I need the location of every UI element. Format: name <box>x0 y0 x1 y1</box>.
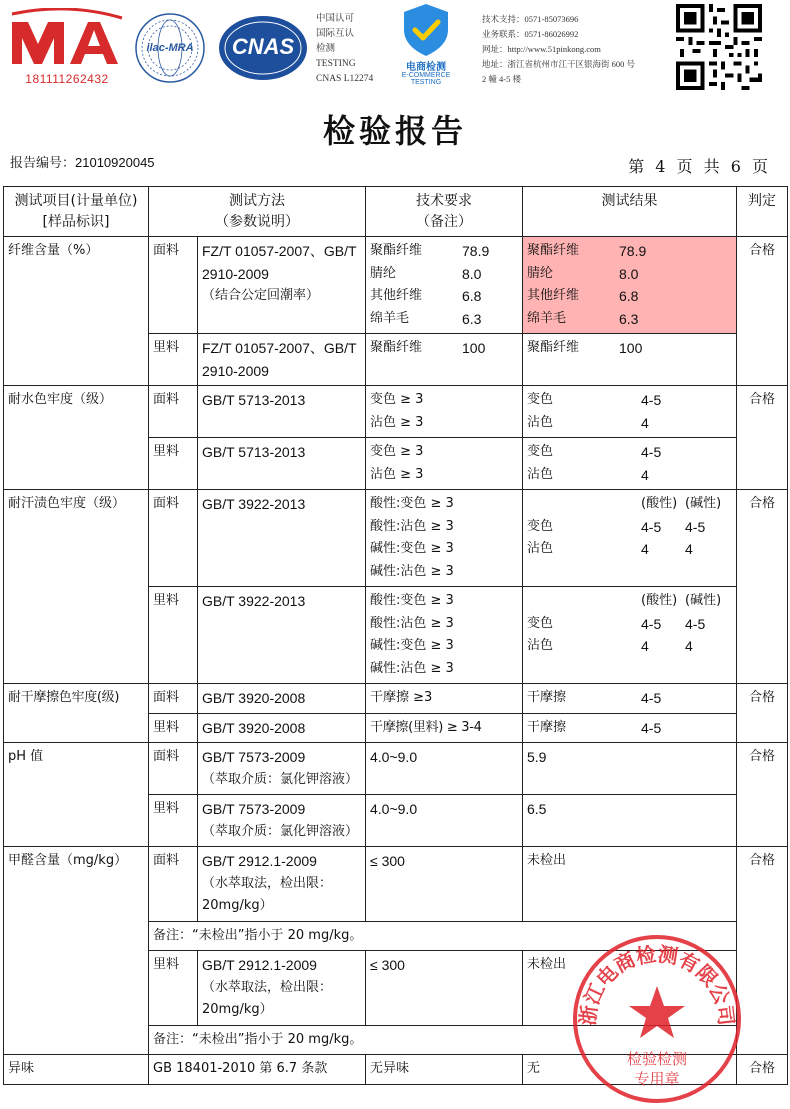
requirement-line <box>370 285 518 308</box>
ilac-mra-logo <box>134 12 206 84</box>
fiber-value: 6.8 <box>462 288 482 304</box>
note-cell: 备注：“未检出”指小于 20 mg/kg。 <box>149 921 737 951</box>
result-value-alkali: 4 <box>685 638 693 654</box>
accreditation-line: 中国认可 <box>316 14 355 24</box>
fiber-name: 绵羊毛 <box>527 310 567 326</box>
result-value: 4 <box>641 414 649 431</box>
requirement-cell: 无异味 <box>366 1055 523 1085</box>
ecommerce-testing-logo <box>388 0 464 84</box>
requirement-line: 沾色 ≥ 3 <box>370 414 424 430</box>
col-header-req-line2: （备注） <box>416 214 472 230</box>
fiber-value: 8.0 <box>462 265 482 282</box>
result-label: 干摩擦 <box>527 690 567 705</box>
method-note: （水萃取法，检出限：20mg/kg） <box>202 875 333 913</box>
part-cell: 面料 <box>149 684 198 714</box>
fiber-value: 78.9 <box>619 243 647 259</box>
table-row <box>4 684 788 714</box>
result-line <box>527 240 732 263</box>
item-cell: 甲醛含量（mg/kg） <box>4 847 149 1055</box>
method-cell <box>198 237 366 334</box>
accreditation-line: 国际互认 <box>316 29 355 39</box>
col-header-result <box>523 187 737 237</box>
requirement-line: 碱性:沾色 ≥ 3 <box>370 660 454 676</box>
method-cell: GB/T 3922-2013 <box>198 490 366 587</box>
result-value-acid: 4-5 <box>641 615 662 632</box>
col-header-verdict-label: 判定 <box>748 193 776 209</box>
result-label: 干摩擦 <box>527 719 567 735</box>
col-header-requirement <box>366 187 523 237</box>
method-cell <box>198 847 366 922</box>
method-cell: GB/T 3922-2013 <box>198 587 366 684</box>
requirement-cell <box>366 438 523 490</box>
result-cell <box>523 713 737 743</box>
part-cell: 里料 <box>149 587 198 684</box>
method-cell <box>198 795 366 847</box>
method-cell: GB/T 5713-2013 <box>198 386 366 438</box>
report-title: 检验报告 <box>322 112 467 150</box>
col-header-verdict <box>737 187 788 237</box>
result-line <box>527 635 732 658</box>
requirement-cell <box>366 386 523 438</box>
item-cell: 纤维含量（%） <box>4 237 149 386</box>
item-cell: 异味 <box>4 1055 149 1085</box>
requirement-cell: 干摩擦(里料) ≥ 3-4 <box>366 713 523 743</box>
result-head-alkali: (碱性) <box>685 593 722 608</box>
fiber-value: 78.9 <box>462 243 490 259</box>
col-header-req-line1: 技术要求 <box>416 193 472 209</box>
requirement-cell: 干摩擦 ≥3 <box>366 684 523 714</box>
method-cell: GB 18401-2010 第 6.7 条款 <box>149 1055 366 1085</box>
verdict-cell: 合格 <box>737 743 788 847</box>
result-value-acid: 4 <box>641 638 649 654</box>
requirement-line: 酸性:沾色 ≥ 3 <box>370 518 454 534</box>
method-cell: GB/T 5713-2013 <box>198 438 366 490</box>
result-line <box>527 538 732 561</box>
fiber-name: 绵羊毛 <box>370 310 410 326</box>
item-cell: 耐汗渍色牢度（级） <box>4 490 149 684</box>
report-number: 报告编号：21010920045 <box>10 155 155 170</box>
result-cell <box>523 490 737 587</box>
fiber-name: 聚酯纤维 <box>370 340 423 355</box>
method-note: （水萃取法，检出限：20mg/kg） <box>202 979 333 1017</box>
col-header-method-line2: （参数说明） <box>215 214 299 230</box>
result-cell <box>523 334 737 386</box>
fiber-name: 腈纶 <box>370 265 397 281</box>
requirement-line <box>370 240 518 263</box>
table-row <box>4 743 788 795</box>
requirement-line: 碱性:沾色 ≥ 3 <box>370 563 454 579</box>
item-cell: 耐水色牢度（级） <box>4 386 149 490</box>
method-cell: GB/T 3920-2008 <box>198 713 366 743</box>
col-header-method <box>149 187 366 237</box>
seal-line1: 检验检测 <box>626 1050 688 1068</box>
method-cell <box>198 743 366 795</box>
qr-code-icon <box>676 4 762 90</box>
result-cell: 5.9 <box>523 743 737 795</box>
result-head-line <box>527 590 732 613</box>
fiber-value: 100 <box>619 340 643 356</box>
report-header <box>0 0 790 96</box>
requirement-line: 变色 ≥ 3 <box>370 392 424 407</box>
result-value-acid: 4 <box>641 541 649 557</box>
contact-line: 2 幢 4-5 楼 <box>482 74 521 84</box>
fiber-value: 8.0 <box>619 265 639 282</box>
result-head-alkali: (碱性) <box>685 496 722 511</box>
seal-line2: 专用章 <box>634 1070 680 1088</box>
requirement-cell: 4.0~9.0 <box>366 795 523 847</box>
result-value: 4-5 <box>641 690 662 706</box>
result-line <box>527 613 732 636</box>
ecommerce-en-text: E-COMMERCE TESTING <box>401 72 451 86</box>
requirement-cell: 4.0~9.0 <box>366 743 523 795</box>
result-label: 变色 <box>527 518 554 534</box>
seal-company: 浙江电商检测有限公司 <box>575 941 739 1027</box>
result-value-acid: 4-5 <box>641 518 662 535</box>
result-line <box>527 687 732 710</box>
verdict-cell: 合格 <box>737 237 788 386</box>
table-row <box>4 237 788 334</box>
cma-number: 181111262432 <box>25 72 109 86</box>
table-row <box>4 847 788 922</box>
contact-info <box>482 12 662 87</box>
accreditation-text <box>316 12 386 87</box>
method-note: （萃取介质：氯化钾溶液） <box>202 823 359 839</box>
cnas-text: CNAS <box>231 34 295 59</box>
method-standard: GB/T 2912.1-2009 <box>202 853 317 869</box>
fiber-value: 6.8 <box>619 288 639 304</box>
result-value: 4 <box>641 466 649 483</box>
fiber-name: 聚酯纤维 <box>527 340 580 355</box>
fiber-name: 聚酯纤维 <box>370 243 423 258</box>
requirement-line <box>370 308 518 331</box>
result-line <box>527 464 732 487</box>
fiber-name: 其他纤维 <box>370 288 423 303</box>
part-cell: 面料 <box>149 490 198 587</box>
requirement-cell <box>366 490 523 587</box>
page-number: 第 4 页 共 6 页 <box>628 157 768 176</box>
requirement-line: 碱性:变色 ≥ 3 <box>370 638 454 653</box>
cma-logo <box>8 8 126 86</box>
verdict-cell: 合格 <box>737 490 788 684</box>
col-header-item <box>4 187 149 237</box>
requirement-line: 酸性:变色 ≥ 3 <box>370 496 454 511</box>
result-cell <box>523 438 737 490</box>
method-cell: GB/T 3920-2008 <box>198 684 366 714</box>
test-results-table <box>3 186 788 1085</box>
result-head-acid: (酸性) <box>641 593 678 608</box>
item-cell: pH 值 <box>4 743 149 847</box>
col-header-result-label: 测试结果 <box>601 193 658 209</box>
requirement-line: 酸性:变色 ≥ 3 <box>370 593 454 608</box>
part-cell: 里料 <box>149 334 198 386</box>
note-cell: 备注：“未检出”指小于 20 mg/kg。 <box>149 1025 737 1055</box>
result-label: 沾色 <box>527 541 554 556</box>
result-label: 变色 <box>527 615 554 631</box>
part-cell: 里料 <box>149 795 198 847</box>
table-row <box>4 490 788 587</box>
ecommerce-cn-text: 电商检测 <box>406 62 446 73</box>
table-row <box>4 1055 788 1085</box>
result-value-alkali: 4-5 <box>685 615 706 632</box>
ilac-mra-text: ilac-MRA <box>146 42 194 54</box>
result-cell <box>523 684 737 714</box>
requirement-cell: ≤ 300 <box>366 951 523 1026</box>
contact-line: 地址：浙江省杭州市江干区银海街 600 号 <box>482 59 636 69</box>
fiber-name: 腈纶 <box>527 265 554 281</box>
result-line <box>527 308 732 331</box>
requirement-cell: ≤ 300 <box>366 847 523 922</box>
requirement-line: 变色 ≥ 3 <box>370 444 424 459</box>
result-value-alkali: 4-5 <box>685 518 706 535</box>
spacer <box>527 493 641 516</box>
method-standard: GB/T 2912.1-2009 <box>202 957 317 973</box>
spacer <box>527 590 641 613</box>
cma-mark-icon <box>8 8 126 70</box>
part-cell: 里料 <box>149 438 198 490</box>
result-line <box>527 516 732 539</box>
part-cell: 面料 <box>149 743 198 795</box>
accreditation-line: CNAS L12274 <box>316 74 374 84</box>
result-line <box>527 263 732 286</box>
result-head-line <box>527 493 732 516</box>
accreditation-line: TESTING <box>316 59 356 69</box>
result-value: 4-5 <box>641 444 662 460</box>
result-cell-highlighted <box>523 237 737 334</box>
requirement-cell <box>366 587 523 684</box>
result-line <box>527 441 732 464</box>
result-value: 4-5 <box>641 719 662 736</box>
verdict-cell: 合格 <box>737 847 788 1055</box>
method-note: （萃取介质：氯化钾溶液） <box>202 771 359 787</box>
result-cell: 6.5 <box>523 795 737 847</box>
col-header-method-line1: 测试方法 <box>229 193 285 209</box>
requirement-line <box>370 337 518 360</box>
part-cell: 里料 <box>149 713 198 743</box>
result-line <box>527 285 732 308</box>
requirement-line: 沾色 ≥ 3 <box>370 466 424 482</box>
result-line <box>527 389 732 412</box>
result-cell <box>523 386 737 438</box>
requirement-cell <box>366 334 523 386</box>
accreditation-line: 检测 <box>316 44 336 54</box>
method-cell <box>198 951 366 1026</box>
result-label: 变色 <box>527 444 554 459</box>
result-label: 沾色 <box>527 414 554 430</box>
result-cell: 无 <box>523 1055 737 1085</box>
table-header-row <box>4 187 788 237</box>
result-value-alkali: 4 <box>685 541 693 557</box>
requirement-line <box>370 263 518 286</box>
method-standard: FZ/T 01057-2007、GB/T 2910-2009 <box>202 243 357 282</box>
col-header-item-line1: 测试项目(计量单位) <box>14 193 138 209</box>
requirement-line: 酸性:沾色 ≥ 3 <box>370 615 454 631</box>
method-note: （结合公定回潮率） <box>202 288 320 303</box>
verdict-cell: 合格 <box>737 386 788 490</box>
result-cell: 未检出 <box>523 951 737 1026</box>
fiber-name: 其他纤维 <box>527 288 580 303</box>
verdict-cell: 合格 <box>737 1055 788 1085</box>
requirement-line: 碱性:变色 ≥ 3 <box>370 541 454 556</box>
fiber-value: 6.3 <box>619 310 639 327</box>
contact-line: 技术支持：0571-85073696 <box>482 14 579 24</box>
verdict-cell: 合格 <box>737 684 788 743</box>
result-value: 4-5 <box>641 392 662 408</box>
fiber-name: 聚酯纤维 <box>527 243 580 258</box>
shield-check-icon <box>388 0 464 58</box>
part-cell: 面料 <box>149 237 198 334</box>
part-cell: 面料 <box>149 386 198 438</box>
method-standard: GB/T 7573-2009 <box>202 749 306 765</box>
cnas-logo <box>218 14 308 82</box>
result-cell: 未检出 <box>523 847 737 922</box>
item-cell: 耐干摩擦色牢度(级) <box>4 684 149 743</box>
result-line <box>527 717 732 740</box>
result-label: 沾色 <box>527 638 554 653</box>
method-cell: FZ/T 01057-2007、GB/T 2910-2009 <box>198 334 366 386</box>
col-header-item-line2: [样品标识] <box>42 214 110 230</box>
table-row <box>4 386 788 438</box>
result-cell <box>523 587 737 684</box>
fiber-value: 100 <box>462 340 486 356</box>
method-standard: GB/T 7573-2009 <box>202 801 306 817</box>
result-head-acid: (酸性) <box>641 496 678 511</box>
result-line <box>527 337 732 360</box>
contact-line: 业务联系：0571-86026992 <box>482 29 579 39</box>
fiber-value: 6.3 <box>462 310 482 327</box>
result-line <box>527 412 732 435</box>
result-label: 变色 <box>527 392 554 407</box>
requirement-cell <box>366 237 523 334</box>
part-cell: 里料 <box>149 951 198 1026</box>
result-label: 沾色 <box>527 466 554 482</box>
contact-line: 网址：http://www.51pinkong.com <box>482 44 601 54</box>
part-cell: 面料 <box>149 847 198 922</box>
